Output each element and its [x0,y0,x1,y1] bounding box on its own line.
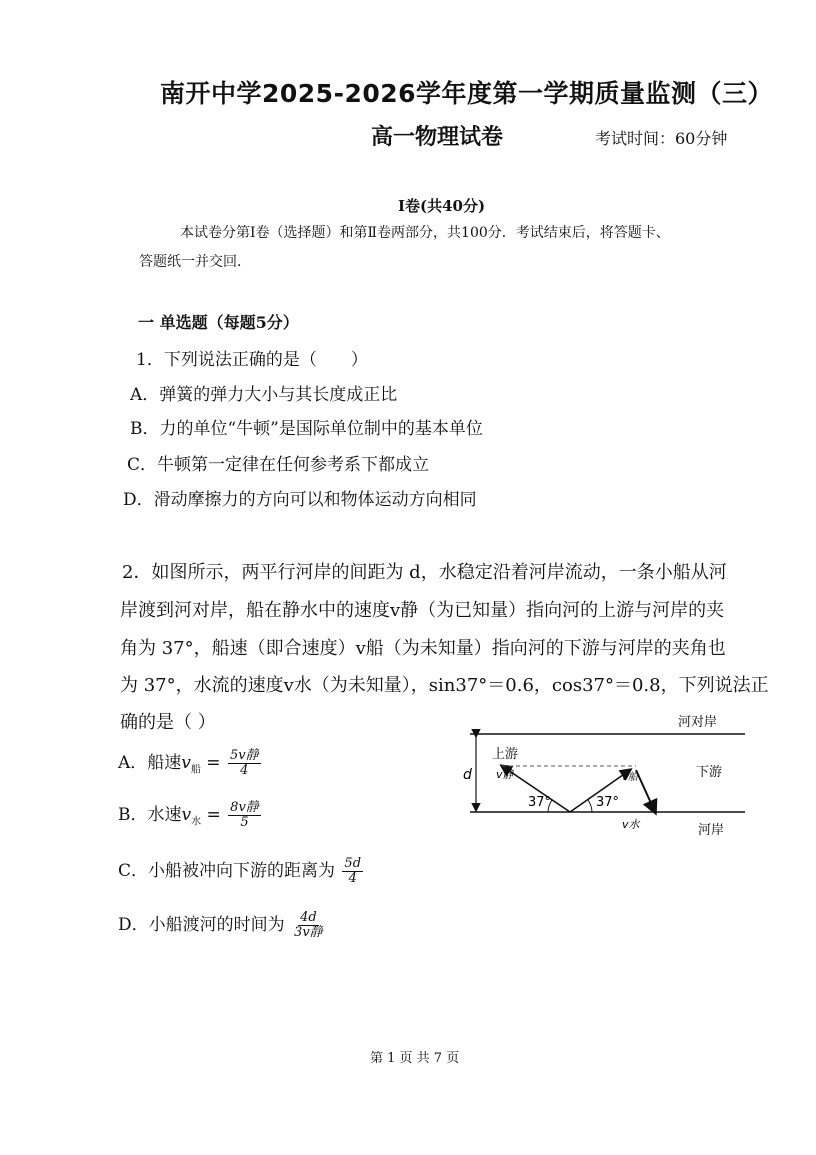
angle-right-label: 37° [596,795,620,810]
q2-line-4: 为 37°，水流的速度v水（为未知量），sin37°＝0.6，cos37°＝0.8，下列说法正 [120,675,769,696]
downstream-label: 下游 [696,765,723,780]
q2-line-3: 角为 37°，船速（即合速度）v船（为未知量）指向河的下游与河岸的夹角也 [120,638,726,659]
river-diagram [460,708,760,848]
upstream-label: 上游 [492,747,519,762]
v-still-label: v静 [496,768,514,781]
q1-option-d: D．滑动摩擦力的方向可以和物体运动方向相同 [123,490,477,510]
q2-option-c: C．小船被冲向下游的距离为 $\frac{5d}{4}$ [118,855,362,886]
q2-line-5: 确的是（ ） [120,712,216,733]
q2-option-a: A．船速$v_船$ = $\frac{\text{5v静}}{4}$ [118,747,259,778]
q2-option-d: D．小船渡河的时间为 $\frac{4d}{\text{3v静}}$ [118,909,323,940]
q1-option-b: B．力的单位“牛顿”是国际单位制中的基本单位 [130,419,483,439]
section-title: 一 单选题（每题5分） [138,313,299,332]
intro-line-2: 答题纸一并交回． [139,254,251,270]
part-one-heading: I卷(共40分) [398,197,486,215]
exam-subtitle: 高一物理试卷 [371,125,504,150]
q1-option-c: C．牛顿第一定律在任何参考系下都成立 [127,455,430,475]
angle-left-label: 37° [528,795,552,810]
v-water-arrow [636,770,655,812]
q2-option-b: B．水速$v_水$ = $\frac{\text{8v静}}{5}$ [118,799,259,830]
intro-line-1: 本试卷分第Ⅰ卷（选择题）和第Ⅱ卷两部分，共100分．考试结束后，将答题卡、 [180,225,670,241]
far-bank-label: 河对岸 [678,715,718,730]
page-footer: 第 1 页 共 7 页 [370,1051,460,1066]
q2-line-2: 岸渡到河对岸，船在静水中的速度v静（为已知量）指向河的上游与河岸的夹 [120,600,725,621]
v-boat-label: v船 [622,772,638,783]
q1-stem: 1．下列说法正确的是（ ） [136,350,368,370]
d-label: d [463,767,472,783]
exam-title: 南开中学2025-2026学年度第一学期质量监测（三） [160,79,774,108]
exam-time: 考试时间：60分钟 [595,129,728,148]
q2-line-1: 2．如图所示，两平行河岸的间距为 d，水稳定沿着河岸流动，一条小船从河 [122,562,727,583]
near-bank-label: 河岸 [698,823,725,838]
q1-option-a: A．弹簧的弹力大小与其长度成正比 [130,385,398,405]
v-water-label: v水 [622,818,640,831]
